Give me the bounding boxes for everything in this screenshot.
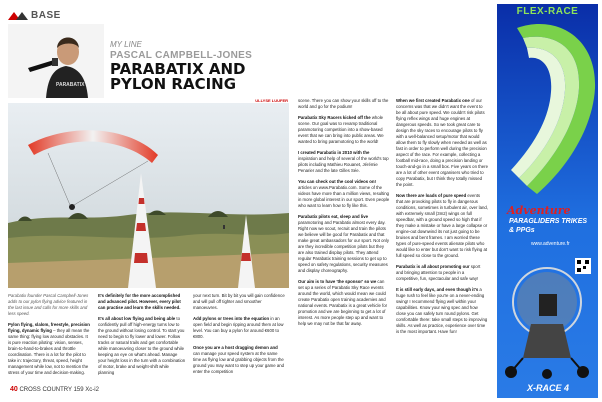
paragraph-text: whole scene. Our goal was to revamp traditional paramotoring competition into a show-based event that we can bring into public areas. We wanted to bring paramotoring to the world!: [298, 115, 384, 144]
title-block: [110, 40, 310, 92]
paragraph-text: a huge rush to feel like you're on a never-ending swing! I recommend flying well within your capabilities. Know your wing spec and how close you can safely turn round pylons. Get comfortable there: take small steps to improving skills. As well as practice, experience over time is the most important. Have fun!: [396, 287, 488, 334]
ad-trike-graphic: [501, 254, 594, 382]
svg-text:PARABATIX: PARABATIX: [56, 82, 85, 88]
article-column-1: [8, 293, 92, 381]
paragraph-text: inspiration and help of several of the world's top pilots including Mathieu Rouanet, Jérémie Penarier and the late Gilles Sée.: [298, 156, 389, 173]
paragraph-text: scene. There you can show your skills off to the world and go for the podium!: [298, 98, 389, 109]
page-number: 40: [10, 386, 18, 393]
paragraph-text: to confidently pull off high-energy turns low to the ground without losing control. To start you need to begin to fly lower and lower. Follow tracks or natural trails and get comfortable while manoeuvring closer to the ground while keeping an eye on what's ahead. Manage your height loss in the turn with a combination of motor, brake and weight-shift while planning: [98, 316, 186, 375]
paragraph-text: your next turn. Bit by bit you will gain confidence and will pull off tighter and smoother manoeuvres.: [193, 293, 285, 310]
paragraph-text: in an open field and begin ripping around them at low level. You can buy a pylon for around €600 to €800.: [193, 316, 284, 339]
issue-code: Xc-i2: [85, 387, 99, 393]
paragraph: [396, 264, 488, 282]
lead-text: – they all mean the same thing: flying low around obstacles. It is pure reaction piloting: vision, senses, brain-to-hand-to-brakes and throttle coordination. There is a lot for the pilot to take in: trajectory, threat, speed, height management while low, not to mention the stress of your time and decision-making.: [8, 328, 90, 375]
paragraph-bold: It's definitely for the more accomplished and advanced pilot. However, every pilot can practise and learn the skills needed.: [98, 293, 181, 310]
ad-url[interactable]: www.adventure.fr: [531, 241, 570, 247]
paragraph-bold: You can check out the cool videos on!: [298, 179, 376, 184]
paragraph: [298, 150, 390, 174]
paragraph-bold: Our aim is to have 'the sponsor' so we: [298, 279, 377, 284]
paragraph-bold: Parabatix pilots eat, sleep and live: [298, 214, 368, 219]
author-portrait: [8, 24, 104, 98]
paragraph: [298, 214, 390, 274]
ad-adventure-logo: Adventure: [507, 204, 571, 217]
article-column-5: [396, 98, 488, 340]
headline-line-1: PARABATIX AND: [110, 60, 246, 78]
magazine-name: CROSS COUNTRY 159: [19, 387, 84, 393]
article-column-4: [298, 98, 390, 332]
paragraph-bold: Parabatix Sky Racers kicked off the: [298, 115, 371, 120]
paragraph: [98, 316, 186, 376]
paragraph-bold: Now there are loads of pure speed: [396, 193, 467, 198]
paragraph-text: can set up a series of Parabatix Sky Race events around the world, which would mean we could create Parabatix open training academies and national events. Parabatix is a great vehicle for promotion and we are beginning to get a lot of interest. As more people step up and want to help we may not be that far away.: [298, 279, 388, 326]
paragraph: [298, 98, 390, 110]
paragraph: [193, 316, 285, 340]
paragraph: [298, 115, 390, 145]
paragraph: [193, 293, 285, 311]
paragraph-text: can manage your speed system at the same time as flying low and grabbing objects from the ground you may want to step up your game and enter the competition: [193, 351, 285, 374]
paragraph-bold: When we first created Parabatix one: [396, 98, 470, 103]
photo-caption: Parabatix founder Pascal Campbell-Jones adds to our pylon flying advice featured in the last issue and calls for more skills and less speed.: [8, 293, 89, 316]
paragraph: [193, 345, 285, 375]
lead-paragraph: [8, 322, 92, 376]
paragraph-text: articles on www.Parabatix.com. Some of the videos have more than a million views, resulting in more global interest in our sport. Even people who want to learn how to fly like this.: [298, 185, 390, 208]
article-column-3: [193, 293, 285, 380]
section-label: BASE: [31, 10, 61, 21]
paragraph: [298, 179, 390, 209]
paragraph-text: sport and bringing attention to people in a competitive, fun, spectacular and safe way!: [396, 264, 481, 281]
paragraph-text: of our concerns was that we didn't want the event to be all about pure speed. We couldn't risk pilots flying reflex wings and huge engines at dangerous speeds. So we took great care to design the sky races to encourage pilots to fly with a well-balanced setup/motor that would allow them to fly slowly when needed as well as fast in order to perform well during the precision aspect of the race. For example, collecting a football mid-race, doing a precision landing or touch-and-go in a small box. Five years on there are a lot of other event organisers who tried to copy Parabatix, but I think they totally missed the point.: [396, 98, 488, 187]
paragraph-bold: Once you are a host dragging demon and: [193, 345, 278, 350]
section-header: [8, 10, 61, 21]
lead-bold: Pylon flying, slalom, freestyle, precision flying, dynamic flying: [8, 322, 90, 333]
paragraph-text: paramotoring and Parabatix almost every day. Right now we scout, recruit and train the pilots we believe will be good for Parabatix and that make great ambassadors for our sport. Not only are they incredible competition pilots but they are also trained display pilots. They attend regular Parabatix training sessions to get up to speed on safety regulations, security measures and display choreography.: [298, 220, 389, 273]
ad-tagline: PARAGLIDERS TRIKES & PPGs: [509, 218, 588, 234]
author-name: PASCAL CAMPBELL-JONES: [110, 50, 253, 61]
paragraph: [298, 279, 390, 327]
page-footer: [10, 386, 99, 393]
paragraph: [396, 98, 488, 188]
paragraph: [396, 287, 488, 335]
hero-photo: [8, 103, 289, 288]
credit-name: ULLYSE LUUFER: [255, 98, 288, 103]
advertisement[interactable]: [497, 4, 598, 398]
headline-line-2: PYLON RACING: [110, 75, 237, 93]
ad-brand: FLEX-RACE: [516, 6, 579, 17]
paragraph: [98, 293, 186, 311]
ad-model: X-RACE 4: [526, 383, 569, 393]
cross-country-logo-icon: [8, 11, 28, 21]
paragraph-bold: Parabatix is all about promoting our: [396, 264, 470, 269]
paragraph-bold: It is still early days, and even though it's: [396, 287, 479, 292]
paragraph-text: events that are provoking pilots to fly in dangerous conditions, sometimes in turbulent air, over land, with extremely small (3m2) wings on full speedbar, with a ground speed so high that if they make a mistake or have a large collapse or engine-out downwind its not just going to be bruises and bent frames. I am worried these types of pure-speed events alienate pilots who would like to enter but don't want to risk flying at full speed so close to the ground.: [396, 193, 488, 258]
kicker: MY LINE: [110, 40, 142, 49]
article-column-2: [98, 293, 186, 381]
paragraph-bold: It's all about low flying and being able: [98, 316, 176, 321]
paragraph-bold: Add pylons or trees into the equation: [193, 316, 270, 321]
ad-wing-graphic: [497, 18, 598, 204]
paragraph: [396, 193, 488, 259]
paragraph-bold: I created Parabatix in 2010 with the: [298, 150, 370, 155]
